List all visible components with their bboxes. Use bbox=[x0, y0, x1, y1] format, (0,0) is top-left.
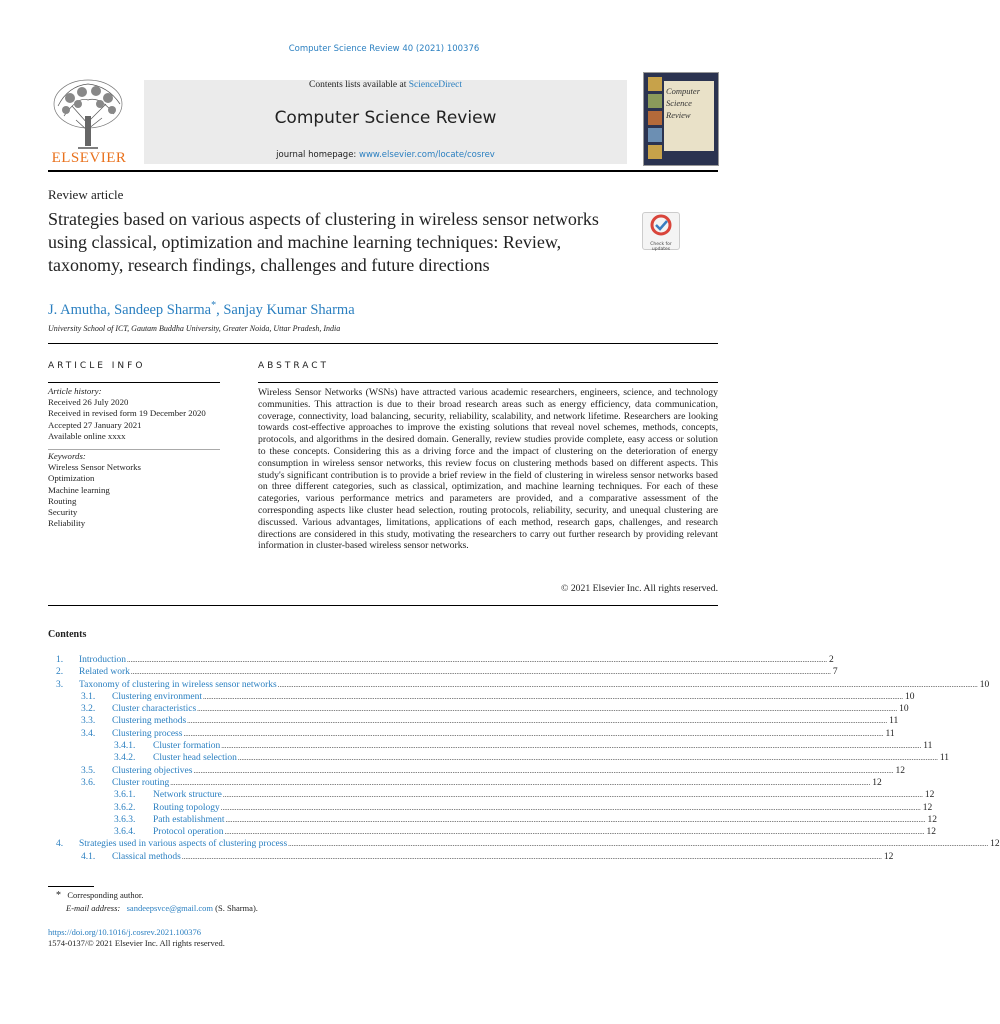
toc-entry-link[interactable]: Routing topology bbox=[153, 802, 220, 813]
author-link[interactable]: Sanjay Kumar Sharma bbox=[223, 301, 355, 318]
toc-entry[interactable] bbox=[48, 703, 909, 715]
toc-entry-page: 10 bbox=[899, 704, 909, 715]
article-info-heading: ARTICLE INFO bbox=[48, 361, 146, 371]
abstract-text: Wireless Sensor Networks (WSNs) have attracted various academic researchers, engineers, science, and technology communities. This attraction is due to their broad research areas such as energy efficiency, data communication, coverage, connectivity, load balancing, security, reliability, scalability, and network lifetime. Researchers are looking towards cost-effective approaches to improve the existing solutions that reveal novel schemes, methods, concepts, protocols, and algorithms in the desired domain. Generally, review studies provide complete, easy access or solution to these concepts. Considering this as a driving force and the impact of clustering on the deterioration of energy consumption in wireless sensor networks, this review focus on clustering methods based on different aspects. This study's significant contribution is to provide a brief review in the field of clustering in wireless sensor networks based on three different categories, such as classical, optimization, and machine learning techniques. For each of these categories, various performance metrics and parameters are provided, and a comparative assessment of the corresponding aspects like cluster head selection, routing protocols, reliability, security, and unequal clustering are discussed. Various advantages, limitations, applications of each method, research gaps, challenges, and research directions are considered in this study, motivating the researchers to carry out further research by providing relevant information in cluster-based wireless sensor networks. bbox=[258, 387, 718, 552]
homepage-prefix: journal homepage: bbox=[276, 150, 360, 160]
email-suffix: (S. Sharma). bbox=[215, 903, 258, 913]
author-affiliation: University School of ICT, Gautam Buddha University, Greater Noida, Uttar Pradesh, India bbox=[48, 324, 341, 333]
toc-entry[interactable] bbox=[48, 789, 935, 801]
contents-prefix: Contents lists available at bbox=[308, 80, 409, 90]
toc-leader-dots: ................................................................................................................................................................................................................................................................................................................................................................................................................ bbox=[222, 791, 923, 800]
toc-entry-page: 11 bbox=[889, 716, 899, 727]
toc-entry-link[interactable]: Classical methods bbox=[112, 851, 181, 862]
check-updates-label: Check for updates bbox=[650, 242, 672, 252]
toc-entry[interactable] bbox=[48, 752, 950, 764]
toc-entry-link[interactable]: Clustering process bbox=[112, 728, 183, 739]
toc-leader-dots: ................................................................................................................................................................................................................................................................................................................................................................................................................ bbox=[220, 803, 921, 812]
toc-entry-number: 2. bbox=[56, 667, 64, 678]
toc-leader-dots: ................................................................................................................................................................................................................................................................................................................................................................................................................ bbox=[225, 815, 926, 824]
toc-entry-link[interactable]: Network structure bbox=[153, 790, 222, 801]
toc-entry[interactable] bbox=[48, 838, 1000, 850]
footnote-corresponding-text: Corresponding author. bbox=[67, 890, 144, 900]
footnote-email bbox=[66, 903, 258, 913]
toc-entry-number: 4.1. bbox=[81, 851, 96, 862]
toc-entry-link[interactable]: Introduction bbox=[79, 655, 126, 665]
section-divider bbox=[48, 343, 718, 344]
toc-entry-number: 3.4. bbox=[81, 728, 96, 739]
history-entry: Available online xxxx bbox=[48, 430, 126, 441]
toc-entry-link[interactable]: Clustering methods bbox=[112, 716, 187, 727]
toc-entry-number: 3.6.3. bbox=[114, 814, 136, 825]
toc-entry-number: 3.4.2. bbox=[114, 753, 136, 764]
cover-title-line: Computer bbox=[666, 86, 700, 96]
toc-entry-link[interactable]: Related work bbox=[79, 667, 130, 678]
elsevier-wordmark: ELSEVIER bbox=[51, 150, 127, 166]
abstract-divider bbox=[258, 382, 718, 383]
toc-entry[interactable] bbox=[48, 765, 905, 777]
contents-heading: Contents bbox=[48, 629, 87, 640]
contents-divider bbox=[48, 605, 718, 606]
toc-entry[interactable] bbox=[48, 802, 933, 814]
keywords-list bbox=[48, 451, 220, 529]
footnote-mark: * bbox=[56, 890, 61, 901]
footnote-divider bbox=[48, 886, 94, 887]
journal-cover-thumbnail[interactable] bbox=[643, 72, 719, 166]
contents-availability bbox=[144, 80, 627, 90]
toc-entry-number: 3.6.1. bbox=[114, 790, 136, 801]
toc-entry-page: 12 bbox=[927, 814, 938, 825]
toc-entry-link[interactable]: Cluster characteristics bbox=[112, 704, 197, 715]
toc-leader-dots: ................................................................................................................................................................................................................................................................................................................................................................................................................ bbox=[288, 840, 989, 849]
author-link[interactable]: Sandeep Sharma bbox=[114, 301, 212, 318]
history-entry: Received in revised form 19 December 2020 bbox=[48, 408, 206, 419]
toc-leader-dots: ................................................................................................................................................................................................................................................................................................................................................................................................................ bbox=[170, 778, 871, 787]
toc-entry-link[interactable]: Protocol operation bbox=[153, 827, 224, 838]
toc-entry-link[interactable]: Cluster formation bbox=[153, 741, 221, 752]
toc-leader-dots: ................................................................................................................................................................................................................................................................................................................................................................................................................ bbox=[183, 729, 884, 738]
toc-entry-link[interactable]: Strategies used in various aspects of clustering process bbox=[79, 839, 288, 850]
toc-entry-page: 12 bbox=[990, 839, 1000, 850]
sciencedirect-link[interactable]: ScienceDirect bbox=[408, 80, 462, 90]
email-link[interactable]: sandeepsvce@gmail.com bbox=[126, 903, 214, 913]
toc-entry[interactable] bbox=[48, 740, 933, 752]
toc-entry-page: 11 bbox=[923, 741, 933, 752]
abstract-heading: ABSTRACT bbox=[258, 361, 330, 371]
table-of-contents bbox=[48, 654, 1000, 863]
toc-entry-number: 3.6.4. bbox=[114, 827, 136, 838]
toc-leader-dots: ................................................................................................................................................................................................................................................................................................................................................................................................................ bbox=[126, 656, 827, 664]
toc-entry[interactable] bbox=[48, 826, 936, 838]
journal-reference-link[interactable]: Computer Science Review 40 (2021) 100376 bbox=[288, 44, 480, 54]
keywords-divider bbox=[48, 449, 220, 450]
toc-entry[interactable] bbox=[48, 691, 915, 703]
toc-entry-link[interactable]: Taxonomy of clustering in wireless sensor networks bbox=[79, 679, 277, 690]
header-divider bbox=[48, 170, 718, 172]
toc-entry-page: 7 bbox=[832, 667, 838, 678]
toc-entry-link[interactable]: Cluster head selection bbox=[153, 753, 237, 764]
toc-leader-dots: ................................................................................................................................................................................................................................................................................................................................................................................................................ bbox=[197, 705, 898, 714]
toc-entry-link[interactable]: Cluster routing bbox=[112, 777, 170, 788]
toc-leader-dots: ................................................................................................................................................................................................................................................................................................................................................................................................................ bbox=[237, 754, 938, 763]
toc-leader-dots: ................................................................................................................................................................................................................................................................................................................................................................................................................ bbox=[224, 828, 925, 837]
toc-entry-number: 1. bbox=[56, 655, 64, 665]
keyword: Machine learning bbox=[48, 484, 110, 495]
toc-entry-number: 3.5. bbox=[81, 765, 96, 776]
keyword: Security bbox=[48, 507, 78, 518]
toc-entry-number: 3.3. bbox=[81, 716, 96, 727]
toc-leader-dots: ................................................................................................................................................................................................................................................................................................................................................................................................................ bbox=[130, 668, 831, 677]
toc-entry-number: 3. bbox=[56, 679, 64, 690]
toc-entry-page: 11 bbox=[885, 728, 895, 739]
history-entry: Received 26 July 2020 bbox=[48, 397, 129, 408]
toc-entry-page: 10 bbox=[904, 691, 915, 702]
toc-entry[interactable] bbox=[48, 679, 990, 691]
toc-entry[interactable] bbox=[48, 851, 894, 863]
keywords-label: Keywords: bbox=[48, 451, 86, 461]
article-type: Review article bbox=[48, 187, 124, 202]
toc-entry-page: 12 bbox=[926, 827, 936, 838]
toc-entry-link[interactable]: Clustering objectives bbox=[112, 765, 193, 776]
toc-entry-number: 3.6. bbox=[81, 777, 96, 788]
article-history bbox=[48, 386, 220, 442]
toc-entry-number: 3.1. bbox=[81, 691, 96, 702]
corresponding-author-mark[interactable]: * bbox=[211, 300, 217, 311]
toc-leader-dots: ................................................................................................................................................................................................................................................................................................................................................................................................................ bbox=[181, 852, 882, 861]
toc-leader-dots: ................................................................................................................................................................................................................................................................................................................................................................................................................ bbox=[221, 742, 922, 751]
abstract-copyright: © 2021 Elsevier Inc. All rights reserved. bbox=[561, 583, 718, 594]
elsevier-logo bbox=[48, 76, 130, 164]
cover-title-line: Science bbox=[666, 98, 692, 108]
author-link[interactable]: J. Amutha bbox=[48, 301, 107, 318]
toc-entry-link[interactable]: Path establishment bbox=[153, 814, 225, 825]
author-list: J. Amutha, Sandeep Sharma*, Sanjay Kumar Sharma bbox=[48, 300, 355, 318]
toc-entry-page: 12 bbox=[922, 802, 933, 813]
toc-entry[interactable] bbox=[48, 777, 882, 789]
toc-entry-number: 3.6.2. bbox=[114, 802, 136, 813]
toc-leader-dots: ................................................................................................................................................................................................................................................................................................................................................................................................................ bbox=[202, 692, 903, 701]
keyword: Wireless Sensor Networks bbox=[48, 462, 141, 473]
toc-entry[interactable] bbox=[48, 814, 938, 826]
toc-entry-page: 12 bbox=[924, 790, 935, 801]
toc-entry-page: 2 bbox=[828, 655, 834, 665]
toc-entry[interactable] bbox=[48, 715, 899, 727]
history-label: Article history: bbox=[48, 386, 102, 396]
footnote-corresponding bbox=[56, 890, 143, 901]
toc-entry-page: 12 bbox=[883, 851, 894, 862]
article-info-divider bbox=[48, 382, 220, 383]
toc-leader-dots: ................................................................................................................................................................................................................................................................................................................................................................................................................ bbox=[193, 766, 894, 775]
toc-entry-number: 3.2. bbox=[81, 704, 96, 715]
check-updates-icon bbox=[643, 213, 679, 237]
toc-entry-link[interactable]: Clustering environment bbox=[112, 691, 202, 702]
toc-entry[interactable] bbox=[48, 666, 838, 678]
email-label: E-mail address: bbox=[66, 903, 121, 913]
journal-title: Computer Science Review bbox=[274, 108, 497, 128]
toc-entry-number: 4. bbox=[56, 839, 64, 850]
journal-homepage bbox=[144, 150, 627, 160]
keyword: Reliability bbox=[48, 518, 86, 529]
toc-entry-page: 10 bbox=[979, 679, 990, 690]
check-for-updates-button[interactable] bbox=[642, 212, 680, 250]
toc-leader-dots: ................................................................................................................................................................................................................................................................................................................................................................................................................ bbox=[277, 680, 978, 689]
homepage-link[interactable]: www.elsevier.com/locate/cosrev bbox=[359, 150, 495, 160]
article-title: Strategies based on various aspects of clustering in wireless sensor networks using classical, optimization and machine learning techniques: Review, taxonomy, research findings, challenges and future directions bbox=[48, 209, 599, 275]
cover-title-line: Review bbox=[666, 110, 691, 120]
history-entry: Accepted 27 January 2021 bbox=[48, 419, 142, 430]
toc-entry[interactable] bbox=[48, 728, 895, 740]
toc-entry-page: 12 bbox=[872, 777, 882, 788]
keyword: Optimization bbox=[48, 473, 95, 484]
doi-link[interactable]: https://doi.org/10.1016/j.cosrev.2021.100376 bbox=[48, 927, 201, 937]
toc-entry-page: 12 bbox=[895, 765, 905, 776]
keyword: Routing bbox=[48, 495, 77, 506]
toc-entry-page: 11 bbox=[939, 753, 950, 764]
issn-copyright: 1574-0137/© 2021 Elsevier Inc. All rights reserved. bbox=[48, 938, 225, 948]
toc-entry[interactable] bbox=[48, 654, 834, 666]
toc-leader-dots: ................................................................................................................................................................................................................................................................................................................................................................................................................ bbox=[187, 717, 888, 726]
cover-strip bbox=[648, 77, 662, 161]
toc-entry-number: 3.4.1. bbox=[114, 741, 136, 752]
